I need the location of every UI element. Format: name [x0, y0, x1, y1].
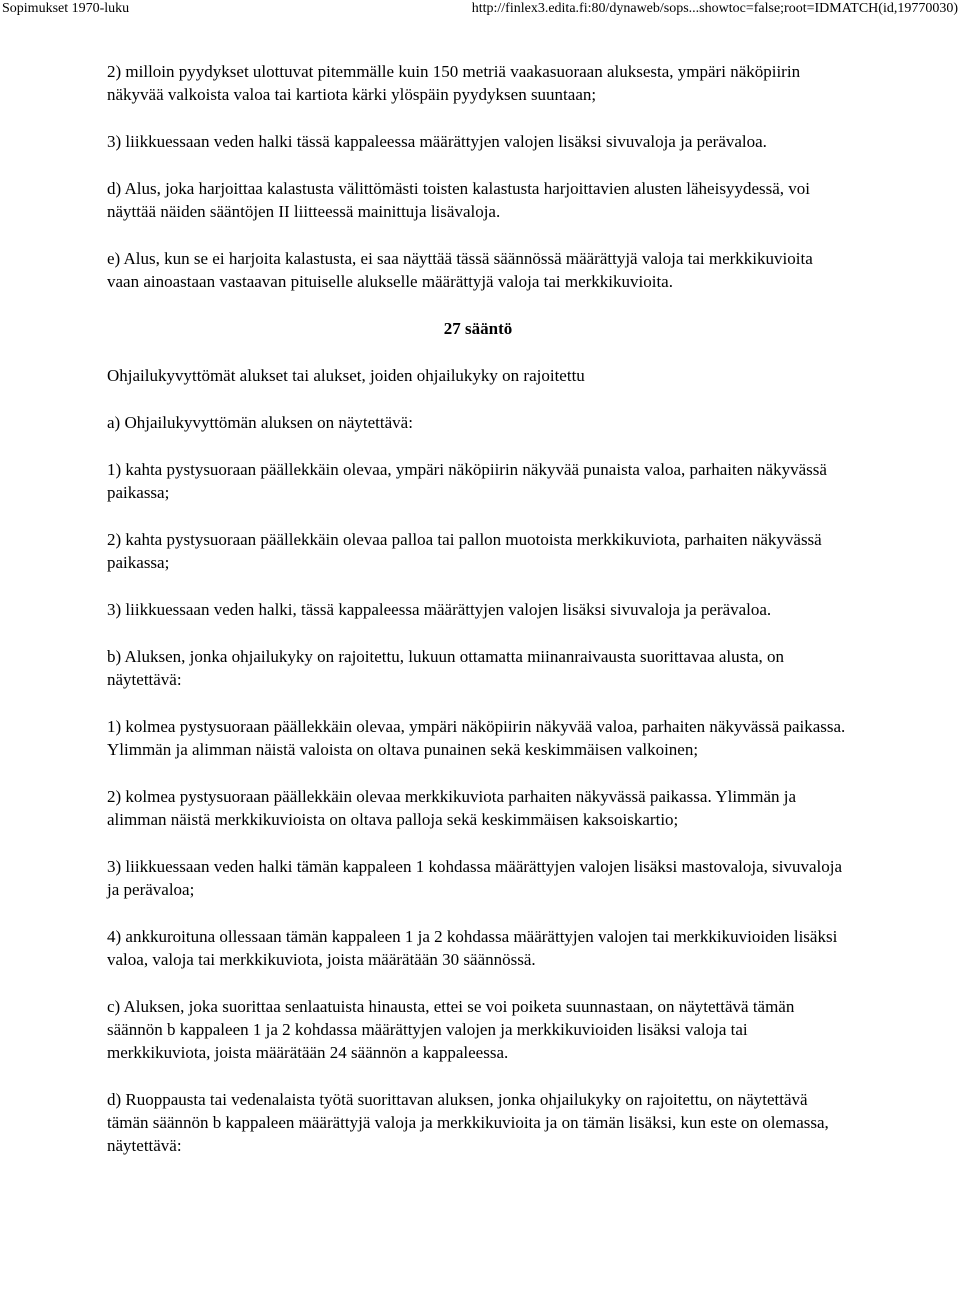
paragraph: e) Alus, kun se ei harjoita kalastusta, ei saa näyttää tässä säännössä määrättyjä valoja tai merkkikuvioita vaan ainoastaan vastaavan pituiselle alukselle määrättyjä valoja tai merkkikuvioita. — [107, 249, 813, 291]
document-collection-title: Sopimukset 1970-luku — [2, 1, 130, 16]
paragraph: 3) liikkuessaan veden halki, tässä kappaleessa määrättyjen valojen lisäksi sivuvaloja ja perävaloa. — [107, 600, 772, 619]
section-title: Ohjailukyvyttömät alukset tai alukset, joiden ohjailukyky on rajoitettu — [107, 366, 585, 385]
paragraph: b) Aluksen, jonka ohjailukyky on rajoitettu, lukuun ottamatta miinanraivausta suorittavaa alusta, on näytettävä: — [107, 647, 785, 689]
paragraph: c) Aluksen, joka suorittaa senlaatuista hinausta, ettei se voi poiketa suunnastaan, on näytettävä tämän säännön b kappaleen 1 ja 2 kohdassa määrättyjen valojen ja merkkikuvioiden lisäksi valoja tai merkkikuviota, joista määrätään 24 säännön a kappaleessa. — [107, 997, 795, 1062]
paragraph: 1) kolmea pystysuoraan päällekkäin olevaa, ympäri näköpiirin näkyvää valoa, parhaiten näkyvässä paikassa. Ylimmän ja alimman näistä valoista on oltava punainen sekä keskimmäisen valkoinen; — [107, 717, 846, 759]
document-body — [107, 60, 849, 1181]
paragraph: 2) kahta pystysuoraan päällekkäin olevaa palloa tai pallon muotoista merkkikuviota, parhaiten näkyvässä paikassa; — [107, 530, 822, 572]
paragraph: 1) kahta pystysuoraan päällekkäin olevaa, ympäri näköpiirin näkyvää punaista valoa, parhaiten näkyvässä paikassa; — [107, 460, 827, 502]
source-url: http://finlex3.edita.fi:80/dynaweb/sops...showtoc=false;root=IDMATCH(id,19770030) — [471, 1, 958, 16]
section-heading: 27 sääntö — [443, 319, 513, 338]
paragraph: 3) liikkuessaan veden halki tässä kappaleessa määrättyjen valojen lisäksi sivuvaloja ja perävaloa. — [107, 132, 767, 151]
paragraph: 2) milloin pyydykset ulottuvat pitemmälle kuin 150 metriä vaakasuoraan aluksesta, ympäri näköpiirin näkyvää valkoista valoa tai kartiota kärki ylöspäin pyydyksen suuntaan; — [107, 62, 801, 104]
print-header — [0, 0, 960, 22]
paragraph: a) Ohjailukyvyttömän aluksen on näytettävä: — [107, 413, 413, 432]
paragraph: 3) liikkuessaan veden halki tämän kappaleen 1 kohdassa määrättyjen valojen lisäksi mastovaloja, sivuvaloja ja perävaloa; — [107, 857, 843, 899]
paragraph: d) Alus, joka harjoittaa kalastusta välittömästi toisten kalastusta harjoittavien alusten läheisyydessä, voi näyttää näiden sääntöjen II liitteessä mainittuja lisävaloja. — [107, 179, 810, 221]
paragraph: 4) ankkuroituna ollessaan tämän kappaleen 1 ja 2 kohdassa määrättyjen valojen tai merkkikuvioiden lisäksi valoa, valoja tai merkkikuviota, joista määrätään 30 säännössä. — [107, 927, 838, 969]
paragraph: 2) kolmea pystysuoraan päällekkäin olevaa merkkikuviota parhaiten näkyvässä paikassa. Ylimmän ja alimman näistä merkkikuvioista on oltava palloja sekä keskimmäisen kaksoiskartio; — [107, 787, 797, 829]
paragraph: d) Ruoppausta tai vedenalaista työtä suorittavan aluksen, jonka ohjailukyky on rajoitettu, on näytettävä tämän säännön b kappaleen määrättyjä valoja ja merkkikuvioita ja on tämän lisäksi, kun este on olemassa, näytettävä: — [107, 1090, 829, 1155]
